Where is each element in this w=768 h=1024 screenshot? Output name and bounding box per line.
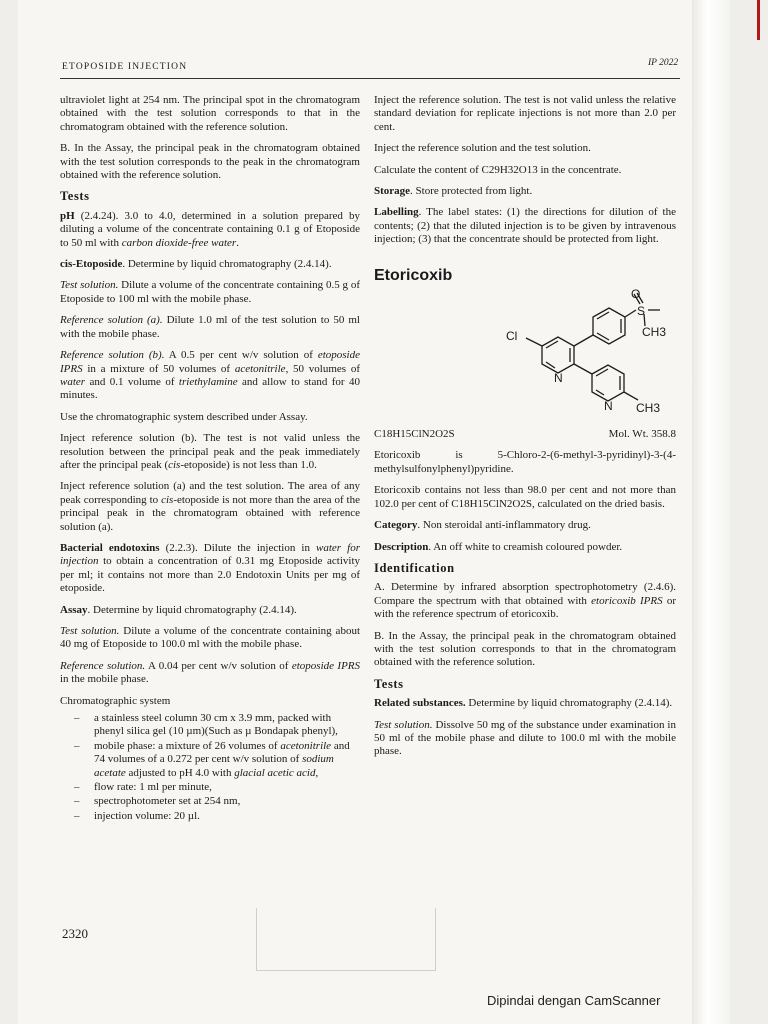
- paragraph-test-solution-right: Test solution. Dissolve 50 mg of the substance under examination in 50 ml of the mobile phase and dilute to 100.0 ml with the mobile phase.: [374, 718, 676, 758]
- storage-label: Storage: [374, 185, 411, 198]
- paragraph-identification-b: B. In the Assay, the principal peak in the chromatogram obtained with the test solution corresponds to the peak in the chromatogram obtained with the reference solution.: [60, 142, 360, 182]
- paragraph-inject-b: Inject reference solution (b). The test is not valid unless the resolution between the principal peak and the peak immediately after the principal peak (cis-etoposide) is not less than 1.0.: [60, 432, 360, 471]
- methylpyridine-ring: [592, 365, 624, 401]
- scanner-watermark: Dipindai dengan CamScanner: [487, 993, 661, 1008]
- paragraph-reference-a: Reference solution (a). Dilute 1.0 ml of the test solution to 50 ml with the mobile phase.: [60, 314, 360, 340]
- left-column: [60, 94, 360, 824]
- paragraph-reference-b: Reference solution (b). A 0.5 per cent w/v solution of etoposide IPRS in a mixture of 50 volumes of acetonitrile, 50 volumes of water and 0.1 volume of triethylamine and allow to stand for 40 minutes.: [60, 349, 360, 402]
- paragraph-inject-a: Inject reference solution (a) and the test solution. The area of any peak corresponding to cis-etoposide is not more than the area of the principal peak in the chromatogram obtained with reference solution (a).: [60, 480, 361, 533]
- list-item: – injection volume: 20 µl.: [94, 810, 360, 823]
- paragraph-ph: pH (2.4.24). 3.0 to 4.0, determined in a solution prepared by diluting a volume of the concentrate containing 0.1 g of Etoposide to 50 ml with carbon dioxide-free water.: [60, 209, 360, 249]
- nitrogen-label-1: N: [554, 371, 563, 386]
- chromatographic-system-heading: Chromatographic system: [60, 694, 171, 707]
- running-title: ETOPOSIDE INJECTION: [62, 62, 188, 72]
- methyl-n-label: CH3: [636, 401, 661, 416]
- description-label: Description: [374, 540, 429, 553]
- paragraph-use-system: Use the chromatographic system described under Assay.: [60, 410, 308, 423]
- phenyl-ring: [593, 308, 625, 344]
- paragraph-cis-etoposide: cis-Etoposide. Determine by liquid chromatography (2.4.14).: [60, 258, 332, 271]
- list-item: – spectrophotometer set at 254 nm,: [94, 795, 360, 808]
- monograph-title: Etoricoxib: [374, 266, 453, 284]
- category-label: Category: [374, 519, 418, 532]
- footer-box: [256, 908, 436, 971]
- paragraph-uv: ultraviolet light at 254 nm. The principal spot in the chromatogram obtained with the test solution corresponds to that in the chromatogram obtained with the reference solution.: [60, 94, 360, 133]
- paragraph-calculate: Calculate the content of C29H32O13 in the concentrate.: [374, 163, 622, 176]
- structural-formula: [374, 288, 676, 424]
- paragraph-content: Etoricoxib contains not less than 98.0 per cent and not more than 102.0 per cent of C18H15ClN2O2S, calculated on the dried basis.: [374, 484, 676, 510]
- molecular-weight: Mol. Wt. 358.8: [608, 428, 676, 441]
- list-item: – mobile phase: a mixture of 26 volumes of acetonitrile and 74 volumes of a 0.272 per cent w/v solution of sodium acetate adjusted to pH 4.0 with glacial acetic acid,: [94, 740, 360, 780]
- chromatographic-system-list: [60, 712, 360, 823]
- paragraph-test-solution: Test solution. Dilute a volume of the concentrate containing 0.5 g of Etoposide to 100 ml with the mobile phase.: [60, 279, 360, 305]
- paragraph-inject-both: Inject the reference solution and the test solution.: [374, 142, 591, 155]
- paragraph-identification-b-right: B. In the Assay, the principal peak in the chromatogram obtained with the test solution corresponds to that in the chromatogram obtained with the reference solution.: [374, 629, 676, 669]
- paragraph-assay-test-solution: Test solution. Dilute a volume of the concentrate containing about 40 mg of Etoposide to 100.0 ml with the mobile phase.: [60, 625, 360, 651]
- cis-etoposide-label: cis-Etoposide: [60, 258, 123, 271]
- chlorine-label: Cl: [506, 329, 518, 344]
- tests-heading: Tests: [60, 189, 90, 204]
- paragraph-description: Description. An off white to creamish coloured powder.: [374, 540, 623, 553]
- paragraph-assay: Assay. Determine by liquid chromatography (2.4.14).: [60, 603, 297, 616]
- sulfur-label: S: [637, 304, 646, 319]
- list-item: – flow rate: 1 ml per minute,: [94, 781, 360, 794]
- molecular-formula: C18H15ClN2O2S: [374, 428, 455, 441]
- paragraph-identification-a: A. Determine by infrared absorption spectrophotometry (2.4.6). Compare the spectrum with that obtained with etoricoxib IPRS or with the reference spectrum of etoricoxib.: [374, 581, 676, 621]
- page-number: 2320: [62, 926, 88, 941]
- identification-heading: Identification: [374, 560, 455, 575]
- paragraph-category: Category. Non steroidal anti-inflammatory drug.: [374, 519, 591, 532]
- assay-label: Assay: [60, 603, 88, 616]
- chloropyridine-ring: [542, 337, 574, 373]
- tests-heading-right: Tests: [374, 676, 404, 691]
- related-substances-label: Related substances.: [374, 697, 466, 710]
- formula-row: [374, 428, 676, 441]
- page-edge-shadow: [692, 0, 730, 1024]
- nitrogen-label-2: N: [604, 399, 613, 414]
- paragraph-labelling: Labelling. The label states: (1) the directions for dilution of the contents; (2) that the diluted injection is to be given by intravenous injection; (3) that the concentrate should be protected from light.: [374, 206, 676, 246]
- paragraph-system-suitability: Inject the reference solution. The test is not valid unless the relative standard deviation for replicate injections is not more than 2.0 per cent.: [374, 94, 676, 133]
- paragraph-storage: Storage. Store protected from light.: [374, 185, 533, 198]
- bacterial-endotoxins-label: Bacterial endotoxins: [60, 541, 160, 554]
- methyl-s-label: CH3: [642, 325, 667, 340]
- edition-label: IP 2022: [648, 58, 679, 68]
- labelling-label: Labelling: [374, 206, 419, 219]
- ph-label: pH: [60, 209, 75, 222]
- red-edge-mark: [757, 0, 760, 40]
- list-item: – a stainless steel column 30 cm x 3.9 mm, packed with phenyl silica gel (10 µm)(Such as µ Bondapak phenyl),: [94, 712, 360, 739]
- paragraph-assay-reference-solution: Reference solution. A 0.04 per cent w/v solution of etoposide IPRS in the mobile phase.: [60, 659, 361, 686]
- paragraph-related-substances: Related substances. Determine by liquid chromatography (2.4.14).: [374, 697, 673, 710]
- paragraph-definition: Etoricoxib is 5-Chloro-2-(6-methyl-3-pyridinyl)-3-(4-methylsulfonylphenyl)pyridine.: [374, 449, 676, 475]
- right-column: [374, 94, 676, 767]
- oxygen-label: O: [631, 288, 641, 302]
- header-rule: [60, 78, 680, 79]
- etoricoxib-structure: [374, 288, 674, 424]
- paragraph-bacterial-endotoxins: Bacterial endotoxins (2.2.3). Dilute the injection in water for injection to obtain a concentration of 0.31 mg Etoposide activity per ml; it contains not more than 2.0 Endotoxin Units per mg of etoposide.: [60, 541, 360, 595]
